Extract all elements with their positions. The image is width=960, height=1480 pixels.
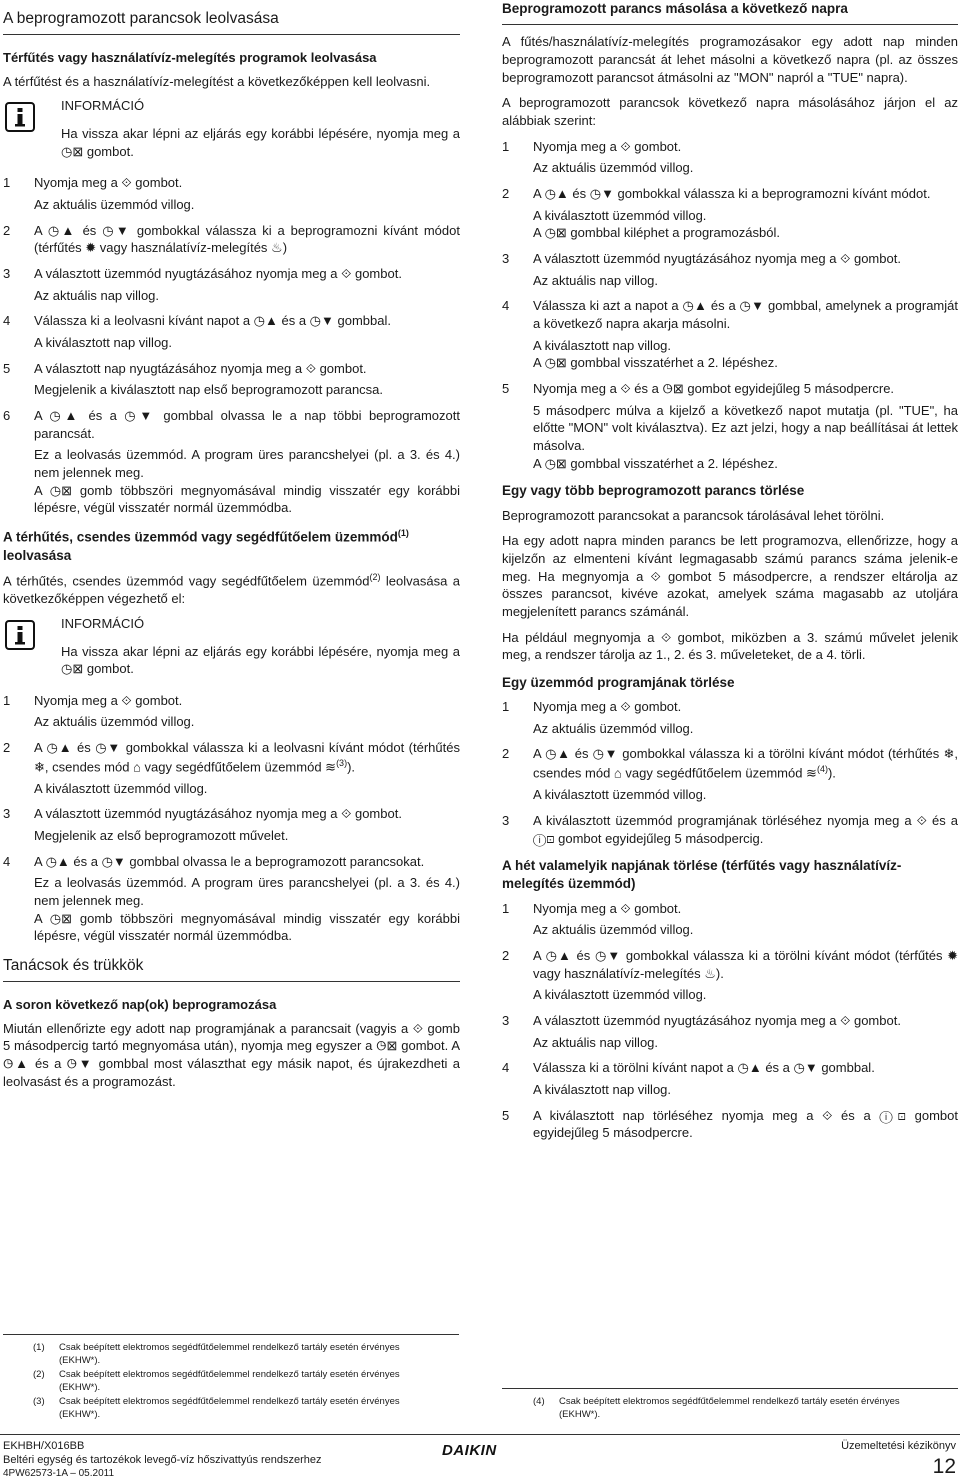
daikin-logo: DAIKIN (442, 1442, 497, 1459)
step-item (3, 174, 460, 213)
footnote-ref: (1) (397, 528, 409, 539)
step-text: A kiválasztott üzemmód programjának törléséhez nyomja meg a ⟐ és a ⓘ⊡ gombot egyidejűleg 5 másodpercig. (533, 812, 958, 846)
step-number: 1 (502, 138, 510, 154)
step-sub: A ◷⊠ gombbal kiléphet a programozásból. (533, 225, 780, 241)
step-sub: Az aktuális nap villog. (533, 1034, 659, 1050)
step-text: Válassza ki a törölni kívánt napot a ◷▲ és a ◷▼ gombbal. (533, 1060, 875, 1076)
delete-day-steps (502, 900, 958, 1142)
step-item (3, 222, 460, 257)
step-number: 5 (502, 380, 510, 396)
step-sub: Az aktuális üzemmód villog. (533, 720, 694, 736)
delete-p1: Beprogramozott parancsokat a parancsok tárolásával lehet törölni. (502, 507, 885, 523)
left-header: A beprogramozott parancsok leolvasása (3, 10, 279, 27)
sec2-title-text: leolvasása (3, 547, 72, 563)
steps-list-2 (3, 692, 460, 945)
copy-intro-1: A fűtés/használatívíz-melegítés programozásakor egy adott nap minden beprogramozott parancsát át lehet másolni a következő napra (pl. az összes beprogramozott parancsot átmásolni az "MON" napról a "TUE" napra). (502, 34, 958, 85)
step-text: A kiválasztott nap törléséhez nyomja meg a ⟐ és a ⓘ⊡ gombot egyidejűleg 5 másodpercre. (533, 1107, 958, 1141)
step-item (3, 739, 460, 797)
step-sub: Ez a leolvasás üzemmód. A program üres parancshelyei (pl. a 3. és 4.) nem jelennek meg. (34, 875, 460, 909)
footer-manual: Üzemeltetési kézikönyv (841, 1440, 956, 1452)
footnote-text: Csak beépített elektromos segédfűtőelemmel rendelkező tartály esetén érvényes (EKHW*). (59, 1342, 400, 1366)
step-text: Nyomja meg a ⟐ gombot. (533, 699, 682, 715)
info-title: INFORMÁCIÓ (61, 98, 145, 114)
copy-steps (502, 138, 958, 473)
step-item (3, 265, 460, 304)
footnote (33, 1369, 433, 1394)
step-number: 5 (502, 1107, 510, 1123)
step-text: Nyomja meg a ⟐ és a ◷⊠ gombot egyidejűleg 5 másodpercre. (533, 380, 895, 396)
step-number: 3 (502, 812, 510, 828)
footnote-ref: (4) (816, 764, 828, 775)
step-item (502, 250, 958, 289)
info-box-1 (3, 98, 460, 160)
step-text: Válassza ki azt a napot a ◷▲ és a ◷▼ gombbal, amelynek a programját a következő napra akarja másolni. (533, 298, 958, 331)
step-item (502, 900, 958, 939)
step-sub: A kiválasztott nap villog. (34, 335, 173, 351)
step-number: 2 (502, 947, 510, 963)
info-text: Ha vissza akar lépni az eljárás egy korábbi lépésére, nyomja meg a ◷⊠ gombot. (61, 643, 460, 677)
step-item (502, 1059, 958, 1098)
step-sub: A ◷⊠ gomb többszöri megnyomásával mindig visszatér egy korábbi lépésre, végül visszatér normál üzemmódba. (34, 910, 460, 944)
page-number: 12 (932, 1455, 956, 1478)
step-number: 1 (3, 175, 11, 191)
sec1-intro: A térfűtést és a használatívíz-melegítést a következőképpen kell leolvasni. (3, 73, 431, 89)
delete-mode-steps (502, 698, 958, 847)
sec2-title-text: A térhűtés, csendes üzemmód vagy segédfűtőelem üzemmód (3, 529, 398, 545)
right-column (502, 0, 958, 1150)
step-item (502, 1012, 958, 1051)
step-sub: Az aktuális nap villog. (34, 287, 160, 303)
tips-subtitle: A soron következő nap(ok) beprogramozása (3, 997, 277, 1013)
delete-mode-title: Egy üzemmód programjának törlése (502, 674, 735, 690)
delete-day-title: A hét valamelyik napjának törlése (térfűtés vagy használatívíz-melegítés üzemmód) (502, 858, 902, 892)
right-header-rule (502, 24, 958, 25)
step-text-part: ). (827, 765, 836, 781)
sec2-intro-text: A térhűtés, csendes üzemmód vagy segédfűtőelem üzemmód (3, 573, 370, 589)
step-text: A ◷▲ és ◷▼ gombokkal válassza ki a törölni kívánt módot (térfűtés ✹ vagy használatívíz-melegítés ♨). (533, 947, 958, 981)
step-item (502, 745, 958, 803)
step-item (3, 805, 460, 844)
info-icon (5, 620, 35, 650)
info-icon (5, 102, 35, 132)
step-number: 2 (3, 740, 11, 756)
step-text (533, 745, 958, 782)
step-item (3, 692, 460, 731)
step-text: A ◷▲ és a ◷▼ gombbal olvassa le a beprogramozott parancsokat. (34, 853, 425, 869)
step-sub: Az aktuális üzemmód villog. (533, 160, 694, 176)
step-sub: A kiválasztott nap villog. (533, 1081, 672, 1097)
step-sub: Az aktuális üzemmód villog. (34, 196, 195, 212)
footnote-rule (3, 1334, 459, 1335)
step-text: Nyomja meg a ⟐ gombot. (533, 900, 682, 916)
step-sub: A kiválasztott üzemmód villog. (34, 780, 208, 796)
footnote-number: (4) (533, 1396, 545, 1407)
steps-list-1 (3, 174, 460, 517)
delete-p3: Ha például megnyomja a ⟐ gombot, miközben a 3. számú művelet jelenik meg, a rendszer tárolja az 1., 2. és 3. műveleteket, de a 4. törli. (502, 629, 958, 663)
step-number: 2 (3, 222, 11, 238)
step-sub: Ez a leolvasás üzemmód. A program üres parancshelyei (pl. a 3. és 4.) nem jelennek meg. (34, 447, 460, 481)
info-box-2 (3, 616, 460, 678)
step-number: 5 (3, 360, 11, 376)
footnote-number: (2) (33, 1369, 45, 1380)
info-text: Ha vissza akar lépni az eljárás egy korábbi lépésére, nyomja meg a ◷⊠ gombot. (61, 126, 460, 159)
step-number: 4 (3, 313, 11, 329)
step-text: A választott üzemmód nyugtázásához nyomja meg a ⟐ gombot. (34, 266, 402, 281)
step-sub: 5 másodperc múlva a kijelző a következő napot mutatja (pl. "TUE", ha előtte "MON" volt kiválasztva). Ez azt jelzi, hogy a nap beállításai át lettek másolva. (533, 402, 958, 453)
footnote (33, 1342, 433, 1367)
footer-model: EKHBH/X016BB (3, 1440, 85, 1452)
step-sub: A ◷⊠ gombbal visszatérhet a 2. lépéshez. (533, 355, 778, 371)
step-number: 3 (3, 806, 11, 822)
step-number: 4 (3, 853, 11, 869)
step-text: A választott üzemmód nyugtázásához nyomja meg a ⟐ gombot. (533, 250, 901, 266)
step-text: A ◷▲ és ◷▼ gombokkal válassza ki a beprogramozni kívánt módot (térfűtés ✹ vagy használatívíz-melegítés ♨) (34, 222, 460, 256)
step-text: Válassza ki a leolvasni kívánt napot a ◷▲ és a ◷▼ gombbal. (34, 313, 391, 329)
step-item (502, 698, 958, 737)
footer-code: 4PW62573-1A – 05.2011 (3, 1468, 115, 1479)
footnote-number: (1) (33, 1342, 45, 1353)
step-sub: Megjelenik a kiválasztott nap első beprogramozott parancsa. (34, 382, 384, 398)
footnote-number: (3) (33, 1396, 45, 1407)
step-sub: A kiválasztott üzemmód villog. (533, 207, 707, 223)
step-item (3, 360, 460, 399)
step-text: A ◷▲ és a ◷▼ gombbal olvassa le a nap többi beprogramozott parancsát. (34, 408, 460, 441)
step-sub: A kiválasztott üzemmód villog. (533, 787, 707, 803)
step-number: 2 (502, 185, 510, 201)
step-item (502, 1107, 958, 1142)
step-text: Nyomja meg a ⟐ gombot. (34, 692, 183, 708)
delete-title: Egy vagy több beprogramozott parancs törlése (502, 483, 805, 499)
step-number: 6 (3, 408, 11, 424)
right-header: Beprogramozott parancs másolása a következő napra (502, 1, 848, 16)
info-title: INFORMÁCIÓ (61, 615, 145, 631)
step-item (502, 138, 958, 177)
step-number: 2 (502, 746, 510, 762)
step-sub: Az aktuális üzemmód villog. (533, 922, 694, 938)
footnote-ref: (3) (336, 757, 348, 768)
step-text-part: A ◷▲ és ◷▼ gombokkal válassza ki a törölni kívánt módot (térhűtés ❄, csendes mód ⌂ vagy segédfűtőelem üzemmód ≋ (533, 746, 958, 781)
step-text (34, 739, 460, 776)
sec1-title: Térfűtés vagy használatívíz-melegítés programok leolvasása (3, 50, 377, 65)
footnote-rule (502, 1388, 958, 1389)
step-text: Nyomja meg a ⟐ gombot. (533, 138, 682, 154)
sec2-intro-text: leolvasása a következőképpen végezhető el: (3, 573, 460, 606)
step-text: A választott üzemmód nyugtázásához nyomja meg a ⟐ gombot. (34, 806, 402, 822)
step-number: 4 (502, 298, 510, 314)
tips-title: Tanácsok és trükkök (3, 957, 144, 975)
step-item (3, 853, 460, 945)
step-number: 3 (3, 266, 11, 281)
step-text: Nyomja meg a ⟐ gombot. (34, 175, 183, 191)
sec2-intro (3, 571, 460, 608)
delete-p2: Ha egy adott napra minden parancs be lett programozva, ellenőrizze, hogy a kijelzőn az elmenteni kívánt legmagasabb számú parancs száma jelenik-e meg. Ha megnyomja a ⟐ gombot 5 másodpercre, a rendszer eltárolja az összes parancsot, kivéve azokat, amelyek száma magasabb az utoljára megjelenített parancs számánál. (502, 533, 958, 619)
step-item (3, 407, 460, 517)
step-number: 4 (502, 1060, 510, 1076)
step-sub: A kiválasztott üzemmód villog. (533, 987, 707, 1003)
step-number: 1 (502, 699, 510, 715)
step-number: 3 (502, 250, 510, 266)
step-item (502, 380, 958, 472)
step-number: 1 (3, 692, 11, 708)
step-sub: Az aktuális üzemmód villog. (34, 714, 195, 730)
step-sub: A ◷⊠ gombbal visszatérhet a 2. lépéshez. (533, 455, 778, 471)
footnote (533, 1396, 933, 1421)
tips-rule (3, 981, 460, 982)
step-text: A választott nap nyugtázásához nyomja meg a ⟐ gombot. (34, 360, 367, 376)
step-sub: Megjelenik az első beprogramozott művelet. (34, 828, 289, 844)
sec2-title (3, 527, 460, 565)
copy-intro-2: A beprogramozott parancsok következő napra másolásához járjon el az alábbiak szerint: (502, 95, 958, 128)
footnote-text: Csak beépített elektromos segédfűtőelemmel rendelkező tartály esetén érvényes (EKHW*). (59, 1369, 400, 1393)
left-column (3, 0, 460, 1098)
step-item (502, 812, 958, 847)
footnote-ref: (2) (369, 572, 381, 582)
footer-rule (0, 1434, 960, 1435)
step-sub: A ◷⊠ gomb többszöri megnyomásával mindig visszatér egy korábbi lépésre, végül visszatér normál üzemmódba. (34, 482, 460, 516)
step-text: A ◷▲ és ◷▼ gombokkal válassza ki a beprogramozni kívánt módot. (533, 185, 931, 201)
tips-text: Miután ellenőrizte egy adott nap programjának a parancsait (vagyis a ⟐ gomb 5 másodpercig tartó megnyomása után), nyomja meg egyszer a ◷⊠ gombot. A ◷▲ és a ◷▼ gombbal most választhat egy másik napot, és újrakezdheti a leolvasást és a programozást. (3, 1020, 460, 1089)
footer-description: Beltéri egység és tartozékok levegő-víz hőszivattyús rendszerhez (3, 1454, 322, 1466)
step-item (502, 947, 958, 1004)
footnote (33, 1396, 433, 1421)
left-header-rule (3, 34, 460, 35)
step-item (3, 312, 460, 351)
step-text-part: A ◷▲ és ◷▼ gombokkal válassza ki a leolvasni kívánt módot (térhűtés ❄, csendes mód ⌂ vagy segédfűtőelem üzemmód ≋ (34, 740, 460, 775)
step-text: A választott üzemmód nyugtázásához nyomja meg a ⟐ gombot. (533, 1012, 901, 1028)
step-item (502, 185, 958, 242)
step-sub: A kiválasztott nap villog. (533, 337, 672, 353)
footnote-text: Csak beépített elektromos segédfűtőelemmel rendelkező tartály esetén érvényes (EKHW*). (559, 1396, 900, 1420)
step-text-part: ). (347, 759, 356, 775)
footnote-text: Csak beépített elektromos segédfűtőelemmel rendelkező tartály esetén érvényes (EKHW*). (59, 1396, 400, 1420)
step-number: 3 (502, 1012, 510, 1028)
step-number: 1 (502, 900, 510, 916)
step-item (502, 297, 958, 372)
step-sub: Az aktuális nap villog. (533, 272, 659, 288)
